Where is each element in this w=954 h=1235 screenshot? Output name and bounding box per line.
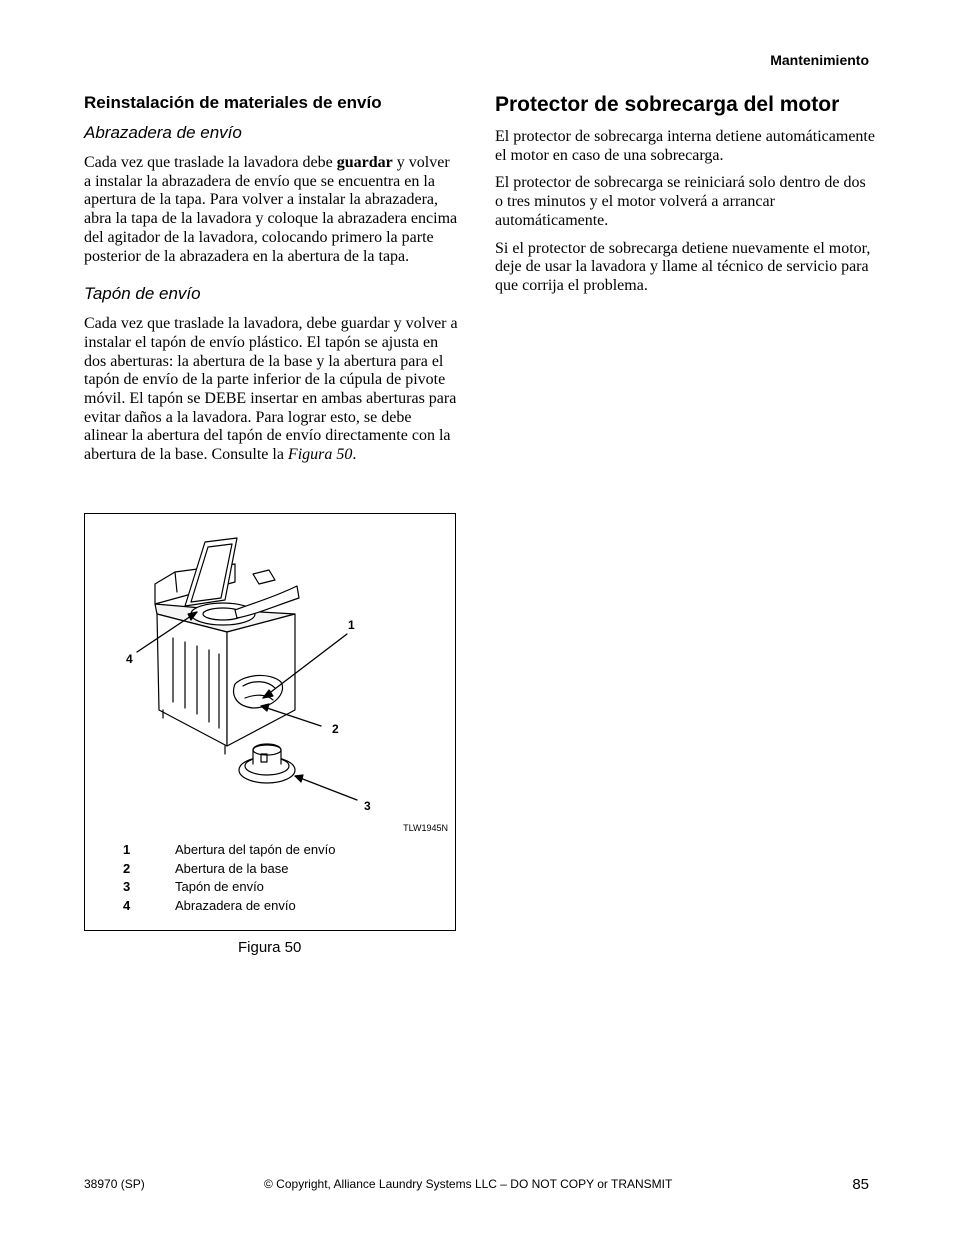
callout-line-3 (295, 776, 357, 800)
legend-number: 1 (123, 841, 131, 857)
left-column (84, 93, 458, 474)
legend-number: 3 (123, 879, 131, 895)
footer-doc-number: 38970 (SP) (84, 1177, 145, 1191)
legend-row (123, 877, 335, 896)
washer-illustration (85, 514, 457, 834)
section-heading-reinstalacion: Reinstalación de materiales de envío (84, 93, 382, 112)
emphasis-guardar: guardar (336, 154, 393, 171)
figure-legend (123, 840, 335, 915)
legend-row (123, 896, 335, 915)
figure-caption: Figura 50 (238, 939, 302, 956)
callout-label-1: 1 (348, 618, 355, 632)
callout-label-2: 2 (332, 722, 339, 736)
figure-code: TLW1945N (403, 823, 448, 833)
section-heading-protector: Protector de sobrecarga del motor (495, 93, 840, 116)
paragraph-protector-2: El protector de sobrecarga se reiniciará solo dentro de dos o tres minutos y el motor volverá a arrancar automáticamente. (495, 174, 866, 229)
paragraph-protector-1: El protector de sobrecarga interna detiene automáticamente el motor en caso de una sobrecarga. (495, 128, 875, 164)
callout-label-4: 4 (126, 652, 133, 666)
footer-page-number: 85 (852, 1176, 869, 1193)
footer-copyright: © Copyright, Alliance Laundry Systems LLC – DO NOT COPY or TRANSMIT (264, 1177, 673, 1191)
subheading-tapon: Tapón de envío (84, 284, 201, 304)
figure-reference-link[interactable]: Figura 50 (287, 446, 353, 464)
washer-front-left (157, 614, 227, 746)
running-header-section: Mantenimiento (770, 52, 869, 68)
paragraph-tapon (84, 315, 458, 465)
legend-number: 2 (123, 860, 131, 876)
paragraph-text: Cada vez que traslade la lavadora, debe guardar y volver a instalar el tapón de envío plástico. El tapón se ajusta en dos aberturas: la abertura de la base y la abertura para el tapón de envío de la parte inferior de la cúpula de pivote móvil. El tapón se DEBE insertar en ambas aberturas para evitar daños a la lavadora. Para lograr esto, se debe alinear la abertura del tapón de envío directamente con la abertura de la base. Consulte la (84, 315, 458, 464)
legend-text: Tapón de envío (175, 879, 264, 895)
paragraph-text: . (352, 446, 357, 464)
paragraph-text: Cada vez que traslade la lavadora debe (84, 154, 337, 171)
figure-50-box (84, 513, 456, 931)
callout-label-3: 3 (364, 799, 371, 813)
subheading-abrazadera: Abrazadera de envío (84, 123, 242, 142)
legend-row (123, 859, 335, 878)
paragraph-protector-3: Si el protector de sobrecarga detiene nuevamente el motor, deje de usar la lavadora y llame al técnico de servicio para que corrija el problema. (495, 239, 871, 294)
legend-text: Abertura del tapón de envío (175, 841, 336, 857)
right-column (495, 93, 875, 305)
paragraph-text: y volver a instalar la abrazadera de envío que se encuentra en la apertura de la tapa. Para volver a instalar la abrazadera, abra la tapa de la lavadora y coloque la abrazadera encima del agitador de la lavadora, colocando primero la parte posterior de la abrazadera en la abertura de la tapa. (84, 154, 458, 265)
legend-text: Abrazadera de envío (175, 897, 296, 913)
legend-row (123, 840, 335, 859)
paragraph-abrazadera (84, 154, 458, 266)
legend-number: 4 (123, 897, 131, 913)
legend-text: Abertura de la base (175, 860, 289, 876)
